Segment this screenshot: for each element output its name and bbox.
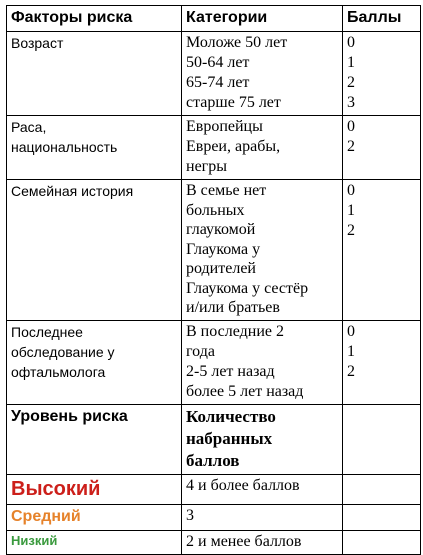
category-cell [182, 116, 343, 180]
points-text: 1 [347, 54, 355, 71]
empty-cell [343, 504, 421, 530]
category-text: родителей [186, 260, 256, 277]
risk-level-medium: Средний [7, 504, 182, 530]
points-text: 1 [347, 342, 355, 360]
risk-level-low: Низкий [7, 530, 182, 554]
table-row [7, 116, 421, 180]
category-text: 50-64 лет [186, 54, 250, 71]
header-row [7, 6, 421, 32]
risk-level-row-low [7, 530, 421, 554]
points-cell [343, 32, 421, 116]
table-row [7, 320, 421, 404]
summary-header-row [7, 404, 421, 474]
risk-level-row-medium [7, 504, 421, 530]
points-cell [343, 320, 421, 404]
table-row [7, 32, 421, 116]
header-categories: Категории [182, 6, 343, 32]
points-text: 0 [347, 118, 355, 135]
category-text: Моложе 50 лет [186, 34, 288, 51]
category-text: глаукомой [186, 221, 256, 238]
points-count-text: Количество [186, 406, 276, 426]
empty-cell [343, 474, 421, 504]
factor-text: национальность [11, 139, 118, 155]
header-points: Баллы [343, 6, 421, 32]
empty-cell [343, 530, 421, 554]
factor-text: Последнее [11, 323, 83, 340]
risk-factors-table [6, 5, 421, 555]
risk-level-low-points: 2 и менее баллов [182, 530, 343, 554]
category-text: больных [186, 201, 245, 219]
factor-cell [7, 320, 182, 404]
category-text: Глаукома у сестёр [186, 279, 309, 297]
points-count-text: баллов [186, 450, 240, 470]
factor-cell [7, 32, 182, 116]
category-text: 65-74 лет [186, 74, 250, 91]
points-text: 2 [347, 222, 355, 239]
category-text: 2-5 лет назад [186, 362, 275, 380]
empty-cell [343, 404, 421, 474]
category-text: В последние 2 [186, 322, 284, 340]
factor-text: Раса, [11, 119, 47, 135]
category-cell [182, 320, 343, 404]
risk-level-header: Уровень риска [7, 404, 182, 474]
points-text: 0 [347, 34, 355, 51]
points-text: 2 [347, 74, 355, 91]
points-count-text: набранных [186, 428, 273, 448]
points-text: 2 [347, 362, 355, 380]
category-text: негры [186, 158, 227, 175]
category-text: Евреи, арабы, [186, 138, 281, 155]
factor-text: офтальмолога [11, 363, 106, 380]
factor-cell [7, 180, 182, 321]
category-text: старше 75 лет [186, 94, 281, 111]
points-cell [343, 180, 421, 321]
table-row [7, 180, 421, 321]
risk-level-medium-points: 3 [182, 504, 343, 530]
category-text: года [186, 342, 215, 360]
risk-level-row-high [7, 474, 421, 504]
points-text: 3 [347, 94, 355, 111]
category-text: Европейцы [186, 118, 263, 135]
factor-text: Семейная история [11, 183, 134, 199]
points-cell [343, 116, 421, 180]
factor-text: Возраст [11, 35, 64, 51]
points-text: 2 [347, 138, 355, 155]
factor-text: обследование у [11, 343, 115, 360]
factor-cell [7, 116, 182, 180]
category-text: и/или братьев [186, 299, 280, 316]
category-text: более 5 лет назад [186, 382, 304, 400]
points-text: 0 [347, 182, 355, 199]
category-text: Глаукома у [186, 240, 261, 258]
category-cell [182, 32, 343, 116]
points-count-header [182, 404, 343, 474]
risk-level-high-points: 4 и более баллов [182, 474, 343, 504]
category-text: В семье нет [186, 182, 267, 199]
header-factors: Факторы риска [7, 6, 182, 32]
points-text: 0 [347, 322, 355, 340]
risk-level-high: Высокий [7, 474, 182, 504]
points-text: 1 [347, 202, 355, 219]
category-cell [182, 180, 343, 321]
